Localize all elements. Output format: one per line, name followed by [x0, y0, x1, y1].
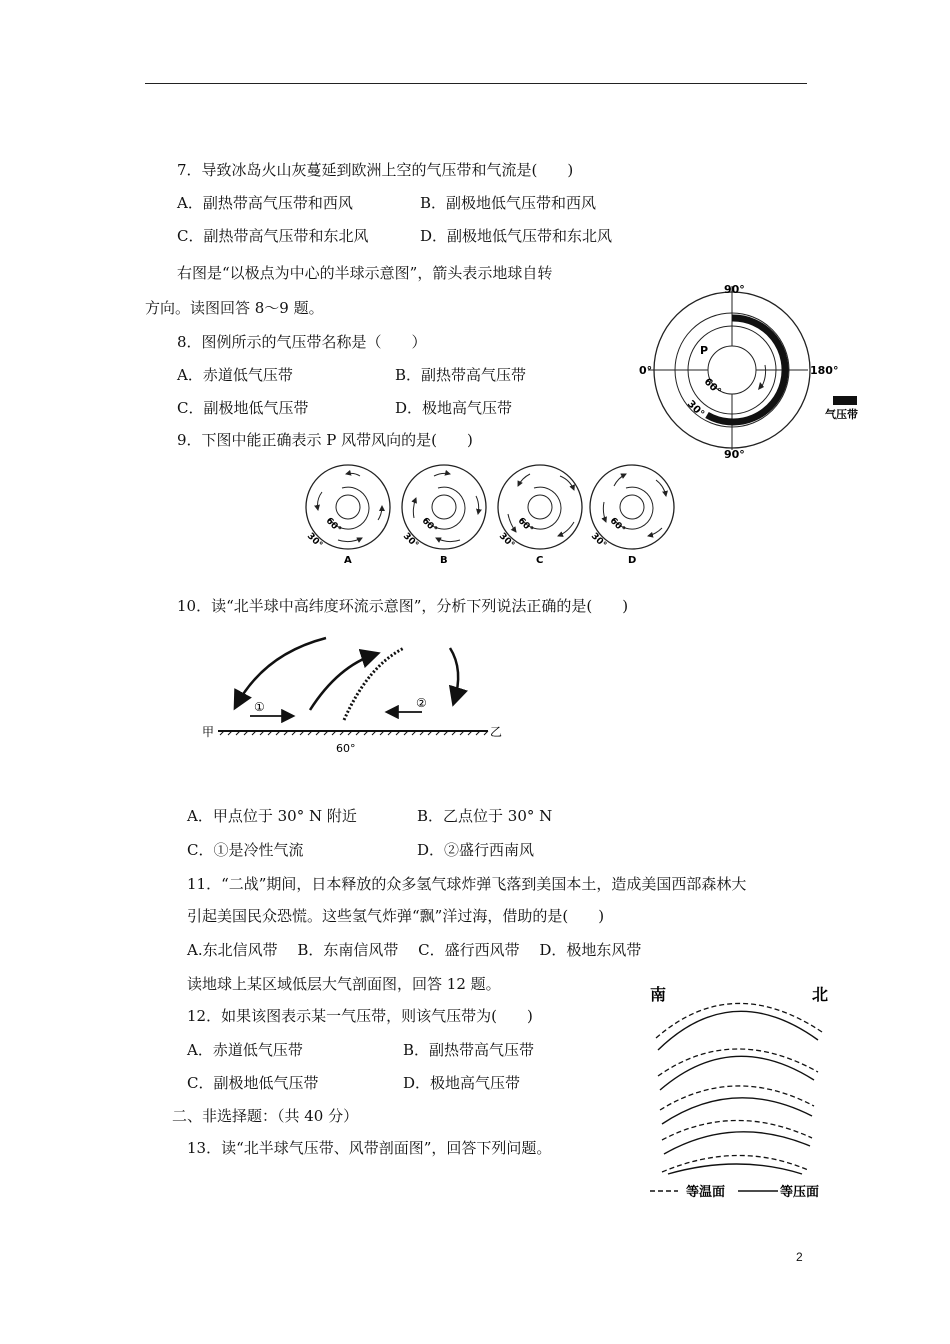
- svg-text:60°: 60°: [323, 516, 343, 536]
- circulation-figure: [198, 630, 510, 758]
- atmospheric-profile-figure: [642, 978, 838, 1204]
- label-30: 30°: [684, 398, 707, 420]
- option-d-label: D: [628, 555, 637, 566]
- svg-text:60°: 60°: [515, 516, 535, 536]
- q12-option-c: C．副极地低气压带: [187, 1074, 319, 1092]
- q10-stem: 10．读“北半球中高纬度环流示意图”，分析下列说法正确的是( ): [177, 597, 629, 615]
- label-90-bottom: 90°: [724, 448, 745, 461]
- option-a-diagram: [305, 465, 390, 566]
- q7-option-a: A．副热带高气压带和西风: [177, 194, 353, 212]
- label-0: 0°: [639, 364, 653, 377]
- q8-option-d: D．极地高气压带: [395, 399, 513, 417]
- q10-option-d: D．②盛行西南风: [417, 841, 535, 859]
- legend-label: 气压带: [825, 408, 858, 421]
- q12-option-b: B．副热带高气压带: [403, 1041, 535, 1059]
- polar-hemisphere-figure: [636, 278, 868, 462]
- q7-option-c: C．副热带高气压带和东北风: [177, 227, 369, 245]
- q12-option-d: D．极地高气压带: [403, 1074, 521, 1092]
- q8-option-a: A．赤道低气压带: [177, 366, 293, 384]
- label-jia: 甲: [202, 725, 215, 739]
- label-90-top: 90°: [724, 283, 745, 296]
- intro-12: 读地球上某区域低层大气剖面图，回答 12 题。: [187, 975, 501, 993]
- marker-1: ①: [254, 700, 265, 714]
- label-180: 180°: [810, 364, 839, 377]
- option-a-label: A: [344, 555, 352, 566]
- q10-option-c: C．①是冷性气流: [187, 841, 304, 859]
- svg-text:30°: 30°: [400, 531, 421, 551]
- label-60: 60°: [701, 376, 723, 398]
- q11-line2: 引起美国民众恐慌。这些氢气炸弹“飘”洋过海，借助的是( ): [187, 907, 605, 925]
- q7-stem: 7．导致冰岛火山灰蔓延到欧洲上空的气压带和气流是( ): [177, 161, 574, 179]
- q12-stem: 12．如果该图表示某一气压带，则该气压带为( ): [187, 1007, 533, 1025]
- intro-8-9-line1: 右图是“以极点为中心的半球示意图”，箭头表示地球自转: [177, 264, 553, 282]
- option-b-label: B: [440, 555, 448, 566]
- q8-stem: 8．图例所示的气压带名称是（ ）: [177, 333, 427, 351]
- q7-option-b: B．副极地低气压带和西风: [420, 194, 597, 212]
- option-d-diagram: [589, 465, 674, 566]
- q11-options: A.东北信风带 B．东南信风带 C．盛行西风带 D．极地东风带: [187, 941, 642, 959]
- option-c-label: C: [536, 555, 544, 566]
- label-south: 南: [650, 985, 667, 1004]
- section-2-heading: 二、非选择题：（共 40 分）: [172, 1107, 359, 1125]
- q13-stem: 13．读“北半球气压带、风带剖面图”，回答下列问题。: [187, 1139, 552, 1157]
- header-rule: [145, 83, 807, 84]
- q11-line1: 11．“二战”期间，日本释放的众多氢气球炸弹飞落到美国本土，造成美国西部森林大: [187, 875, 747, 893]
- q10-option-a: A．甲点位于 30° N 附近: [187, 807, 357, 825]
- label-lat60: 60°: [336, 742, 356, 755]
- q12-option-a: A．赤道低气压带: [187, 1041, 303, 1059]
- q9-options-figure: [298, 462, 680, 570]
- page-number: 2: [796, 1250, 803, 1264]
- marker-2: ②: [416, 696, 427, 710]
- label-north: 北: [812, 985, 829, 1004]
- q8-option-c: C．副极地低气压带: [177, 399, 309, 417]
- legend-isobar: 等压面: [780, 1185, 820, 1200]
- svg-text:30°: 30°: [304, 531, 325, 551]
- label-p: P: [700, 344, 709, 357]
- option-c-diagram: [497, 465, 582, 566]
- q7-option-d: D．副极地低气压带和东北风: [420, 227, 613, 245]
- svg-text:30°: 30°: [496, 531, 517, 551]
- q10-option-b: B．乙点位于 30° N: [417, 807, 553, 825]
- svg-text:30°: 30°: [588, 531, 609, 551]
- q8-option-b: B．副热带高气压带: [395, 366, 527, 384]
- svg-text:60°: 60°: [607, 516, 627, 536]
- legend-isotherm: 等温面: [686, 1185, 726, 1200]
- legend-swatch: [833, 396, 857, 405]
- option-b-diagram: [401, 465, 486, 566]
- intro-8-9-line2: 方向。读图回答 8～9 题。: [145, 299, 324, 317]
- svg-text:60°: 60°: [419, 516, 439, 536]
- label-yi: 乙: [490, 725, 503, 739]
- q9-stem: 9．下图中能正确表示 P 风带风向的是( ): [177, 431, 473, 449]
